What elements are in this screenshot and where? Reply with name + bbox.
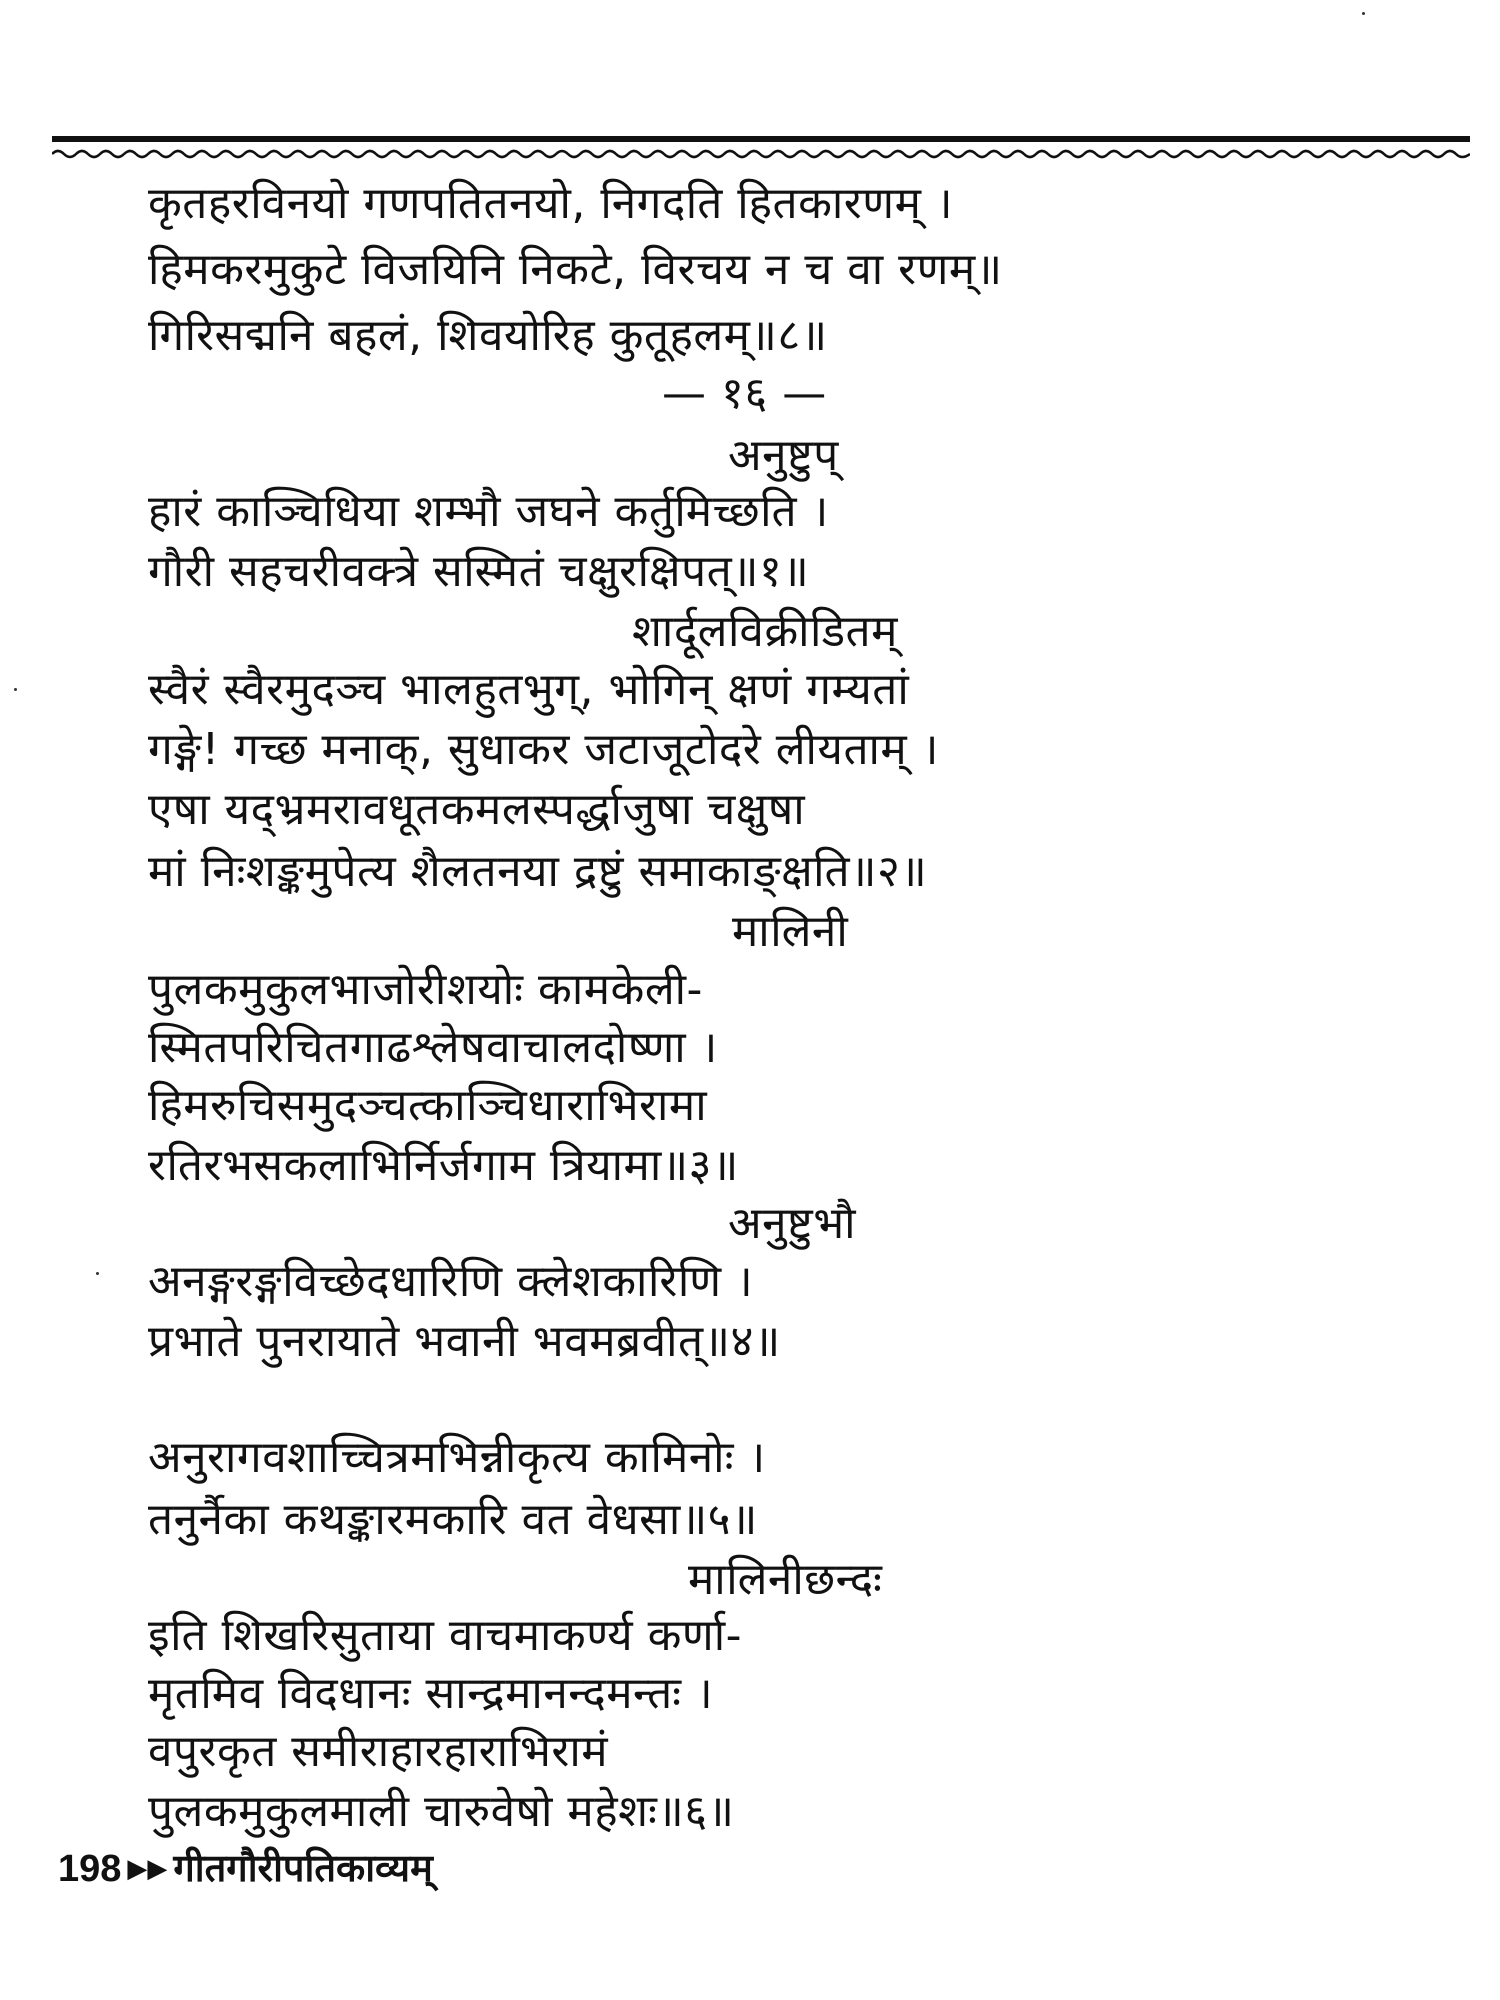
verse-line: गङ्गे! गच्छ मनाक्, सुधाकर जटाजूटोदरे लीयताम् ।	[148, 724, 939, 775]
verse-line: इति शिखरिसुताया वाचमाकर्ण्य कर्णा-	[148, 1610, 742, 1661]
verse-line: रतिरभसकलाभिर्निर्जगाम त्रियामा॥३॥	[148, 1140, 739, 1191]
verse-line: गिरिसद्मनि बहलं, शिवयोरिह कुतूहलम्॥८॥	[148, 310, 828, 361]
double-arrow-icon: ▶▶	[127, 1854, 168, 1884]
print-speck	[14, 688, 17, 691]
verse-line: कृतहरविनयो गणपतितनयो, निगदति हितकारणम् ।	[148, 178, 954, 229]
verse-line: हिमकरमुकुटे विजयिनि निकटे, विरचय न च वा रणम्॥	[148, 244, 1003, 295]
page-number: 198	[58, 1848, 122, 1890]
header-rule	[52, 132, 1470, 172]
verse-line: प्रभाते पुनरायाते भवानी भवमब्रवीत्॥४॥	[148, 1316, 781, 1367]
meter-heading: शार्दूलविक्रीडितम्	[632, 606, 898, 657]
verse-line: स्मितपरिचितगाढश्लेषवाचालदोष्णा ।	[148, 1022, 718, 1073]
verse-line: अनुरागवशाच्चित्रमभिन्नीकृत्य कामिनोः ।	[148, 1432, 766, 1483]
verse-line: पुलकमुकुलभाजोरीशयोः कामकेली-	[148, 964, 703, 1015]
section-number-mark: — १६ —	[662, 368, 827, 419]
book-title: गीतगौरीपतिकाव्यम्	[173, 1846, 433, 1890]
meter-heading: मालिनी	[732, 906, 849, 957]
meter-heading: अनुष्टुप्	[728, 430, 839, 481]
verse-line: मां निःशङ्कमुपेत्य शैलतनया द्रष्टुं समाकाङ्क्षति॥२॥	[148, 846, 928, 897]
verse-line: हारं काञ्चिधिया शम्भौ जघने कर्तुमिच्छति ।	[148, 486, 829, 537]
print-speck	[1362, 12, 1365, 15]
verse-line: गौरी सहचरीवक्त्रे सस्मितं चक्षुरक्षिपत्॥१॥	[148, 546, 810, 597]
verse-line: हिमरुचिसमुदञ्चत्काञ्चिधाराभिरामा	[148, 1080, 708, 1131]
page-footer	[58, 1842, 433, 1895]
header-wavy-line	[52, 151, 1470, 157]
verse-line: मृतमिव विदधानः सान्द्रमानन्दमन्तः ।	[148, 1668, 714, 1719]
meter-heading: अनुष्टुभौ	[728, 1198, 857, 1249]
meter-heading: मालिनीछन्दः	[688, 1554, 883, 1605]
verse-line: स्वैरं स्वैरमुदञ्च भालहुतभुग्, भोगिन् क्षणं गम्यतां	[148, 664, 910, 715]
verse-line: अनङ्गरङ्गविच्छेदधारिणि क्लेशकारिणि ।	[148, 1256, 754, 1307]
print-speck	[96, 1272, 99, 1275]
verse-line: वपुरकृत समीराहारहाराभिरामं	[148, 1726, 609, 1777]
verse-line: एषा यद्भ्रमरावधूतकमलस्पर्द्धाजुषा चक्षुषा	[148, 784, 806, 835]
verse-line: तनुर्नैका कथङ्कारमकारि वत वेधसा॥५॥	[148, 1494, 758, 1545]
verse-line: पुलकमुकुलमाली चारुवेषो महेशः॥६॥	[148, 1786, 735, 1837]
